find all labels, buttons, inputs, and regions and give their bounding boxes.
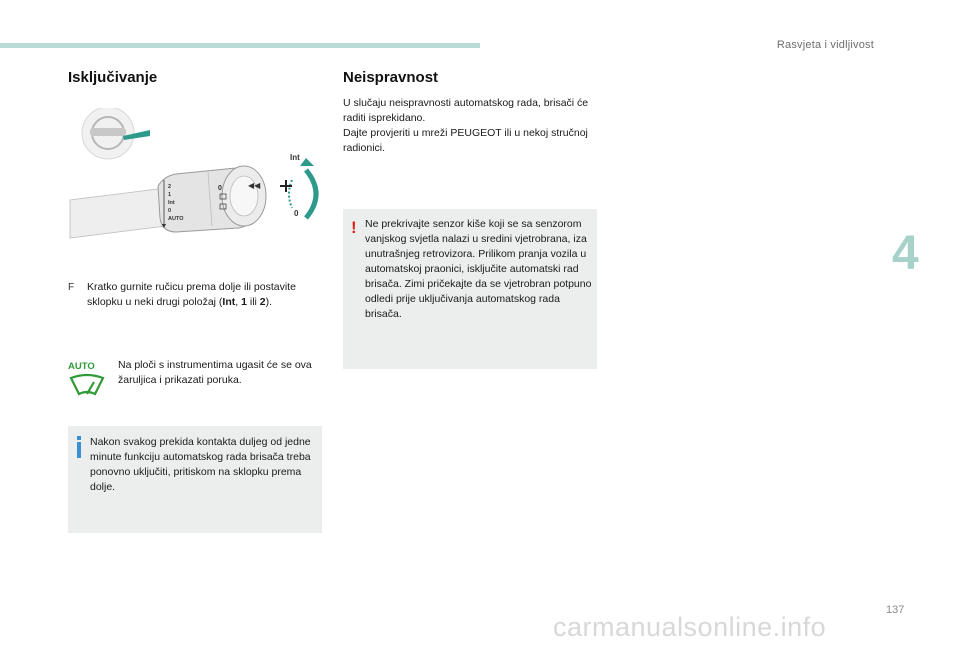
watermark: carmanualsonline.info bbox=[553, 612, 827, 642]
stalk-pos-auto: AUTO bbox=[168, 216, 184, 222]
label-zero: 0 bbox=[294, 209, 299, 218]
section-title: Rasvjeta i vidljivost bbox=[776, 39, 874, 51]
label-int: Int bbox=[290, 153, 300, 162]
heading-iskljucivanje: Isključivanje bbox=[68, 69, 158, 86]
malfunction-text bbox=[343, 96, 593, 156]
info-icon bbox=[77, 436, 81, 458]
switch-zero-label: 0 bbox=[218, 185, 222, 192]
auto-label: AUTO bbox=[68, 361, 95, 372]
pos-1: 1 bbox=[241, 296, 247, 308]
bullet-marker: F bbox=[68, 282, 75, 293]
info-note-text: Nakon svakog prekida kontakta duljeg od jedne minute funkciju automatskog rada brisača treba ponovno uključiti, pritiskom na sklopku prema dolje. bbox=[90, 436, 311, 493]
wash-arrows-icon: ◀◀ bbox=[248, 181, 261, 190]
instruction-bullet: F Kratko gurnite ručicu prema dolje ili postavite sklopku u neki drugi položaj (Int, 1 ili 2). bbox=[68, 281, 296, 308]
warning-exclamation-icon: ! bbox=[351, 218, 357, 237]
pos-2: 2 bbox=[259, 296, 266, 308]
warning-note-text: Ne prekrivajte senzor kiše koji se sa senzorom vanjskog svjetla nalazi u sredini vjetrobrana, iza unutrašnjeg retrovizora. Prilikom pranja vozila u automatskoj praonici, isključite automatski rad brisača. Zimi pričekajte da se vjetrobran potpuno odledi prije uključivanja automatskog rada brisača. bbox=[365, 218, 592, 320]
header-accent-bar bbox=[0, 43, 480, 48]
bullet-text: Kratko gurnite ručicu prema dolje ili postavite sklopku u neki drugi položaj ( bbox=[87, 281, 296, 308]
warning-note bbox=[343, 209, 597, 369]
chapter-number: 4 bbox=[892, 227, 919, 280]
heading-neispravnost: Neispravnost bbox=[343, 69, 439, 86]
pos-int: Int bbox=[222, 296, 236, 308]
stalk-pos-1: 1 bbox=[168, 192, 172, 198]
stalk-pos-int: Int bbox=[168, 200, 175, 206]
info-note bbox=[68, 426, 322, 533]
steering-wheel-inset-icon bbox=[82, 108, 150, 159]
wiper-auto-icon bbox=[68, 360, 106, 402]
wiper-stalk-illustration bbox=[68, 108, 324, 242]
stalk-pos-0: 0 bbox=[168, 208, 172, 214]
auto-indicator-text: Na ploči s instrumentima ugasit će se ova žaruljica i prikazati poruka. bbox=[118, 359, 312, 386]
malfunction-paragraph-1: U slučaju neispravnosti automatskog rada, brisači će raditi isprekidano. bbox=[343, 97, 589, 124]
malfunction-paragraph-2: Dajte provjeriti u mreži PEUGEOT ili u nekoj stručnoj radionici. bbox=[343, 127, 588, 154]
page-number: 137 bbox=[886, 604, 905, 616]
stalk-pos-2: 2 bbox=[168, 184, 172, 190]
